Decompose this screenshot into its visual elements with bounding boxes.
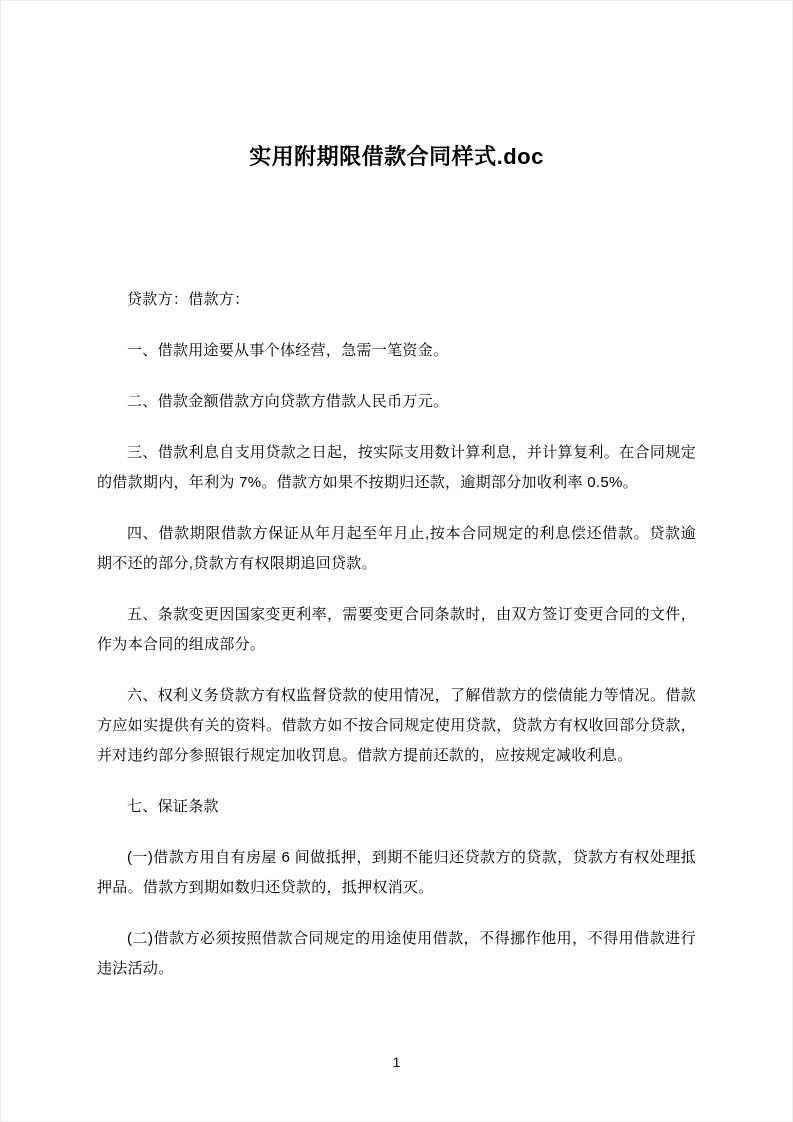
paragraph-1-loan-purpose: 一、借款用途要从事个体经营，急需一笔资金。 (127, 342, 449, 359)
paragraph-7-2-usage-restriction: (二)借款方必须按照借款合同规定的用途使用借款，不得挪作他用，不得用借款进行违法活动。 (97, 930, 696, 977)
paragraph-3-loan-interest: 三、借款利息自支用贷款之日起，按实际支用数计算利息，并计算复利。在合同规定的借款期内，年利为 7%。借款方如果不按期归还款，逾期部分加收利率 0.5%。 (97, 444, 696, 491)
paragraph-7-guarantee-heading: 七、保证条款 (127, 798, 219, 815)
page-number: 1 (392, 1054, 401, 1070)
document-title: 实用附期限借款合同样式.doc (249, 144, 544, 169)
paragraph-2-loan-amount: 二、借款金额借款方向贷款方借款人民币万元。 (127, 393, 449, 410)
paragraph-6-rights-obligations: 六、权利义务贷款方有权监督贷款的使用情况，了解借款方的偿债能力等情况。借款方应如实提供有关的资料。借款方如不按合同规定使用贷款，贷款方有权收回部分贷款，并对违约部分参照银行规定加收罚息。借款方提前还款的，应按规定减收利息。 (97, 687, 696, 764)
paragraph-7-1-collateral: (一)借款方用自有房屋 6 间做抵押，到期不能归还贷款方的贷款，贷款方有权处理抵押品。借款方到期如数归还贷款的，抵押权消灭。 (97, 849, 696, 896)
document-body (1, 285, 792, 984)
paragraph-5-terms-change: 五、条款变更因国家变更利率，需要变更合同条款时，由双方签订变更合同的文件，作为本合同的组成部分。 (97, 606, 696, 653)
paragraph-loan-parties: 贷款方：借款方： (127, 291, 250, 308)
paragraph-4-loan-term: 四、借款期限借款方保证从年月起至年月止,按本合同规定的利息偿还借款。贷款逾期不还的部分,贷款方有权限期追回贷款。 (97, 525, 696, 572)
